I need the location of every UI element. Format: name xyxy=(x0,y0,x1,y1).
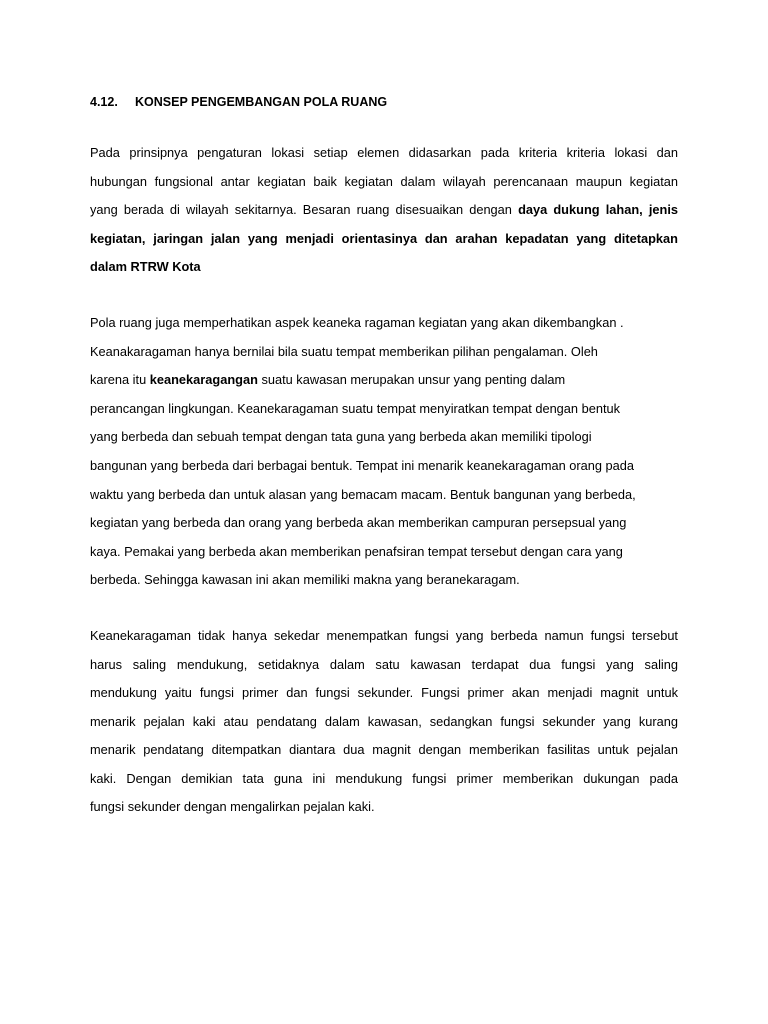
paragraph-line: Pola ruang juga memperhatikan aspek keaneka ragaman kegiatan yang akan dikembangkan . xyxy=(90,314,624,330)
paragraph-location-principle xyxy=(90,139,678,282)
paragraph-line: harus saling mendukung, setidaknya dalam satu kawasan terdapat dua fungsi yang saling xyxy=(90,656,678,672)
document-page xyxy=(90,91,678,822)
paragraph-diversity xyxy=(90,309,678,595)
paragraph-line xyxy=(90,366,678,395)
paragraph-text: karena itu xyxy=(90,372,150,388)
bold-text: keanekaragangan xyxy=(149,372,258,388)
section-number: 4.12. xyxy=(90,95,118,109)
paragraph-line: fungsi sekunder dengan mengalirkan pejalan kaki. xyxy=(90,799,375,815)
paragraph-line: Keanekaragaman tidak hanya sekedar menempatkan fungsi yang berbeda namun fungsi tersebut xyxy=(90,627,678,643)
paragraph-line: Keanakaragaman hanya bernilai bila suatu tempat memberikan pilihan pengalaman. Oleh xyxy=(90,343,598,359)
paragraph-line: yang berbeda dan sebuah tempat dengan tata guna yang berbeda akan memiliki tipologi xyxy=(90,429,592,445)
paragraph-functions xyxy=(90,622,678,822)
bold-text: kegiatan, jaringan jalan yang menjadi orientasinya dan arahan kepadatan yang ditetapkan xyxy=(90,230,678,246)
paragraph-text: yang berada di wilayah sekitarnya. Besaran ruang disesuaikan dengan xyxy=(90,202,519,218)
section-title: KONSEP PENGEMBANGAN POLA RUANG xyxy=(135,95,388,109)
paragraph-line: menarik pejalan kaki atau pendatang dalam kawasan, sedangkan fungsi sekunder yang kurang xyxy=(90,713,678,729)
paragraph-line xyxy=(90,196,678,225)
paragraph-line: hubungan fungsional antar kegiatan baik kegiatan dalam wilayah perencanaan maupun kegiatan xyxy=(90,173,678,189)
paragraph-line: waktu yang berbeda dan untuk alasan yang bemacam macam. Bentuk bangunan yang berbeda, xyxy=(90,486,636,502)
paragraph-line xyxy=(90,253,678,282)
bold-text: daya dukung lahan, jenis xyxy=(518,202,678,218)
paragraph-text: suatu kawasan merupakan unsur yang penting dalam xyxy=(257,372,566,388)
paragraph-line: berbeda. Sehingga kawasan ini akan memiliki makna yang beranekaragam. xyxy=(90,572,520,588)
paragraph-line: kaya. Pemakai yang berbeda akan memberikan penafsiran tempat tersebut dengan cara yang xyxy=(90,543,623,559)
paragraph-line: bangunan yang berbeda dari berbagai bentuk. Tempat ini menarik keanekaragaman orang pada xyxy=(90,457,635,473)
section-heading xyxy=(90,91,678,113)
paragraph-line xyxy=(90,225,678,254)
paragraph-line: menarik pendatang ditempatkan diantara dua magnit dengan memberikan fasilitas untuk pejalan xyxy=(90,742,678,758)
paragraph-line: Pada prinsipnya pengaturan lokasi setiap elemen didasarkan pada kriteria kriteria lokasi dan xyxy=(90,145,678,160)
bold-text: dalam RTRW Kota xyxy=(90,259,201,275)
paragraph-line: kaki. Dengan demikian tata guna ini mendukung fungsi primer memberikan dukungan pada xyxy=(90,770,678,786)
paragraph-line: mendukung yaitu fungsi primer dan fungsi sekunder. Fungsi primer akan menjadi magnit untuk xyxy=(90,685,678,701)
paragraph-line: perancangan lingkungan. Keanekaragaman suatu tempat menyiratkan tempat dengan bentuk xyxy=(90,400,621,416)
paragraph-line: kegiatan yang berbeda dan orang yang berbeda akan memberikan campuran persepsual yang xyxy=(90,515,627,531)
